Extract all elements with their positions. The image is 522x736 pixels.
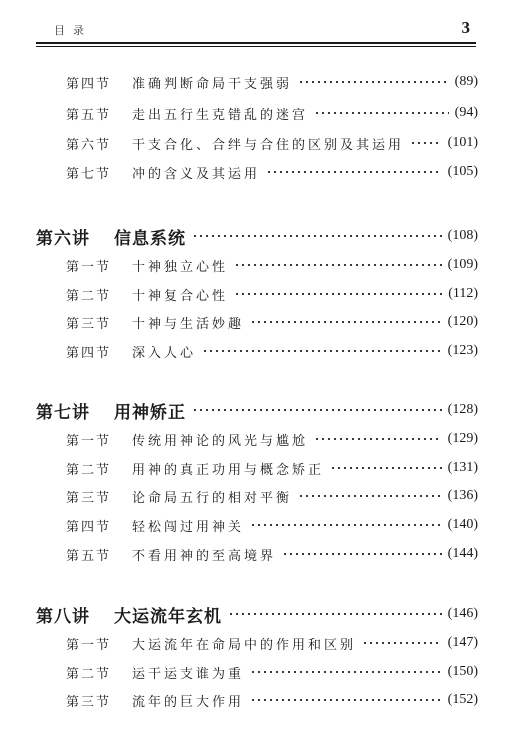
section-page: (147) [447, 635, 478, 650]
section-page: (144) [447, 546, 478, 561]
section-number: 第二节 [66, 666, 112, 682]
section-title: 准确判断命局干支强弱 [132, 76, 293, 92]
section-page: (129) [447, 431, 478, 446]
dot-leader [202, 350, 442, 352]
section-title: 轻松闯过用神关 [132, 519, 245, 535]
dot-leader [298, 81, 449, 83]
page-header [36, 18, 476, 42]
lecture-title: 大运流年玄机 [114, 606, 222, 627]
dot-leader [234, 293, 442, 295]
toc-section[interactable] [66, 312, 478, 332]
toc-section[interactable] [66, 486, 478, 506]
lecture-number: 第八讲 [36, 606, 90, 627]
section-number: 第四节 [66, 519, 112, 535]
toc-section[interactable] [66, 690, 478, 710]
toc-section[interactable] [66, 255, 478, 275]
lecture-number: 第七讲 [36, 402, 90, 423]
dot-leader [330, 467, 442, 469]
section-page: (89) [454, 74, 478, 89]
section-number: 第七节 [66, 166, 112, 182]
dot-leader [228, 613, 442, 615]
section-page: (131) [447, 460, 478, 475]
section-title: 冲的含义及其运用 [132, 166, 261, 182]
header-rule-thin [36, 46, 476, 47]
toc-lecture[interactable] [36, 224, 478, 248]
section-title: 不看用神的至高境界 [132, 548, 277, 564]
dot-leader [298, 495, 442, 497]
toc-lecture[interactable] [36, 398, 478, 422]
section-number: 第六节 [66, 137, 112, 153]
toc-lecture[interactable] [36, 602, 478, 626]
section-number: 第二节 [66, 288, 112, 304]
section-title: 走出五行生克错乱的迷宫 [132, 107, 309, 123]
section-page: (105) [447, 164, 478, 179]
toc-section[interactable] [66, 133, 478, 153]
dot-leader [282, 553, 442, 555]
toc-section[interactable] [66, 162, 478, 182]
section-number: 第一节 [66, 637, 112, 653]
dot-leader [192, 409, 442, 411]
toc-section[interactable] [66, 458, 478, 478]
dot-leader [234, 264, 442, 266]
lecture-title: 用神矫正 [114, 402, 186, 423]
section-number: 第二节 [66, 462, 112, 478]
lecture-number: 第六讲 [36, 228, 90, 249]
toc-section[interactable] [66, 662, 478, 682]
toc-section[interactable] [66, 103, 478, 123]
section-title: 深入人心 [132, 345, 197, 361]
section-page: (140) [447, 517, 478, 532]
section-title: 运干运支谁为重 [132, 666, 245, 682]
section-number: 第三节 [66, 316, 112, 332]
section-page: (152) [447, 692, 478, 707]
page-number: 3 [461, 18, 470, 37]
toc-section[interactable] [66, 341, 478, 361]
section-number: 第三节 [66, 490, 112, 506]
toc-section[interactable] [66, 544, 478, 564]
section-number: 第四节 [66, 345, 112, 361]
lecture-page: (108) [447, 228, 478, 243]
section-title: 十神复合心性 [132, 288, 229, 304]
dot-leader [362, 642, 442, 644]
running-title: 目录 [54, 24, 92, 37]
section-page: (123) [447, 343, 478, 358]
section-number: 第一节 [66, 433, 112, 449]
section-title: 大运流年在命局中的作用和区别 [132, 637, 357, 653]
lecture-page: (128) [447, 402, 478, 417]
lecture-title: 信息系统 [114, 228, 186, 249]
lecture-page: (146) [447, 606, 478, 621]
dot-leader [250, 321, 442, 323]
dot-leader [250, 524, 442, 526]
section-page: (94) [454, 105, 478, 120]
dot-leader [192, 235, 442, 237]
toc-section[interactable] [66, 72, 478, 92]
section-page: (120) [447, 314, 478, 329]
section-title: 干支合化、合绊与合住的区别及其运用 [132, 137, 405, 153]
section-page: (112) [448, 286, 478, 301]
section-number: 第五节 [66, 107, 112, 123]
section-page: (109) [447, 257, 478, 272]
dot-leader [314, 438, 442, 440]
section-title: 用神的真正功用与概念矫正 [132, 462, 325, 478]
section-title: 十神独立心性 [132, 259, 229, 275]
toc-section[interactable] [66, 633, 478, 653]
section-title: 论命局五行的相对平衡 [132, 490, 293, 506]
toc-section[interactable] [66, 429, 478, 449]
section-title: 十神与生活妙趣 [132, 316, 245, 332]
section-number: 第五节 [66, 548, 112, 564]
dot-leader [250, 671, 442, 673]
section-page: (136) [447, 488, 478, 503]
header-rule [36, 42, 476, 44]
dot-leader [314, 112, 449, 114]
section-number: 第一节 [66, 259, 112, 275]
section-title: 传统用神论的风光与尴尬 [132, 433, 309, 449]
section-number: 第三节 [66, 694, 112, 710]
section-title: 流年的巨大作用 [132, 694, 245, 710]
section-number: 第四节 [66, 76, 112, 92]
dot-leader [250, 699, 442, 701]
toc-section[interactable] [66, 515, 478, 535]
dot-leader [410, 142, 442, 144]
toc-section[interactable] [66, 284, 478, 304]
section-page: (150) [447, 664, 478, 679]
section-page: (101) [447, 135, 478, 150]
dot-leader [266, 171, 442, 173]
